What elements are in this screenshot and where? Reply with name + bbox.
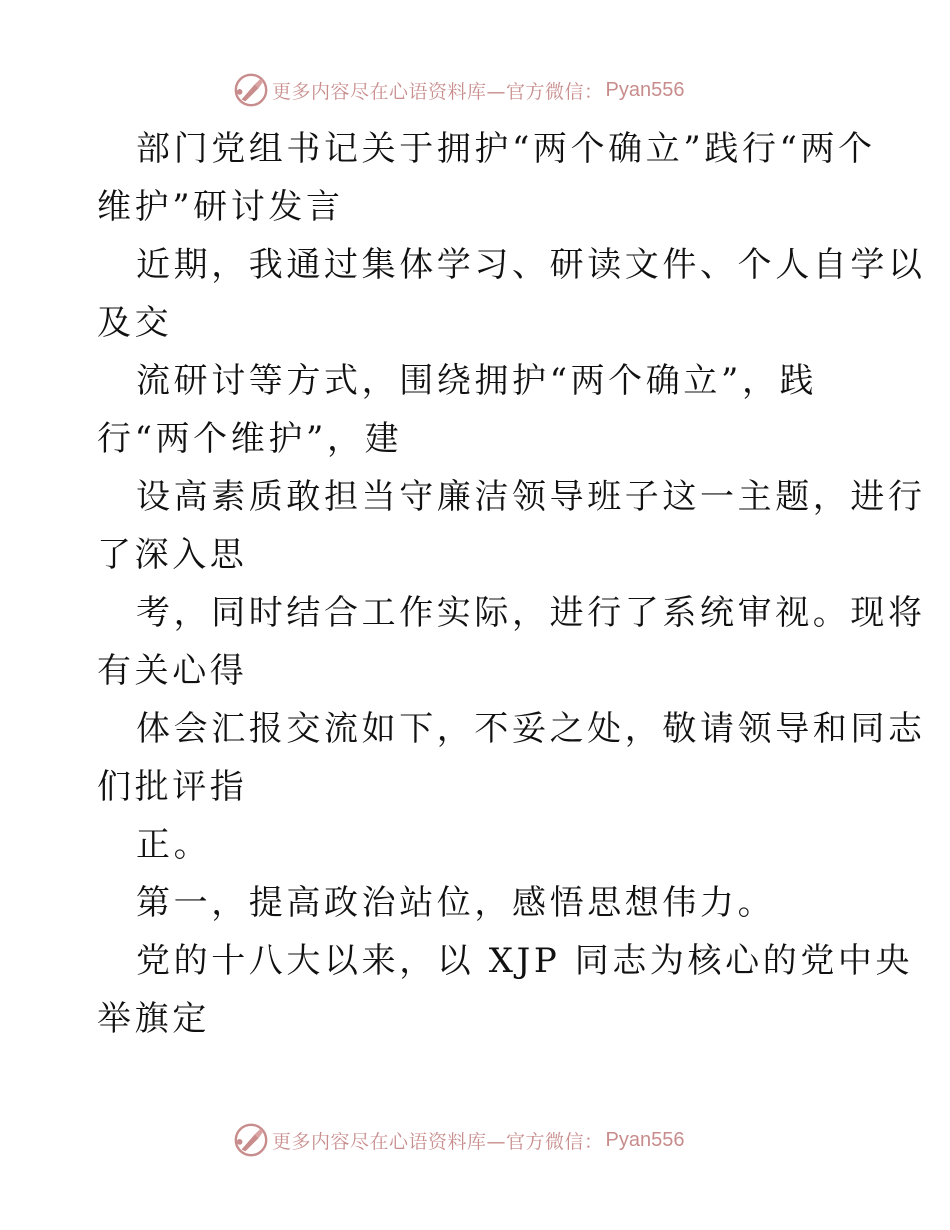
title-line-2: 维护”研讨发言: [97, 187, 344, 227]
paragraph-line: 设高素质敢担当守廉洁领导班子这一主题，进行: [136, 477, 926, 517]
paragraph-line: 体会汇报交流如下，不妥之处，敬请领导和同志: [136, 709, 926, 749]
banner-wechat-id: Pyan556: [605, 78, 685, 101]
paragraph-line: 了深入思: [97, 535, 248, 575]
footer-watermark-banner: [232, 1120, 684, 1160]
paragraph-line: 及交: [97, 303, 173, 343]
paragraph-line: 考，同时结合工作实际，进行了系统审视。现将: [136, 593, 926, 633]
banner-text: 更多内容尽在心语资料库—官方微信：: [272, 80, 604, 103]
paragraph-line: 流研讨等方式，围绕拥护“两个确立”，践: [136, 361, 818, 401]
pen-nib-logo-icon: [232, 71, 270, 109]
banner-text: 更多内容尽在心语资料库—官方微信：: [272, 1130, 604, 1153]
paragraph-line: 近期，我通过集体学习、研读文件、个人自学以: [136, 245, 926, 285]
paragraph-line: 行“两个维护”，建: [97, 419, 403, 459]
document-body: [97, 120, 926, 1048]
header-watermark-banner: [232, 70, 684, 110]
title-line-1: 部门党组书记关于拥护“两个确立”践行“两个: [136, 129, 876, 169]
paragraph-line: 们批评指: [97, 767, 248, 807]
pen-nib-logo-icon: [232, 1121, 270, 1159]
paragraph-line: 正。: [136, 825, 212, 865]
paragraph-line: 举旗定: [97, 999, 210, 1039]
paragraph-line: 党的十八大以来，以 XJP 同志为核心的党中央: [136, 941, 914, 981]
section-heading: 第一，提高政治站位，感悟思想伟力。: [136, 883, 776, 923]
banner-wechat-id: Pyan556: [605, 1128, 685, 1151]
paragraph-line: 有关心得: [97, 651, 248, 691]
